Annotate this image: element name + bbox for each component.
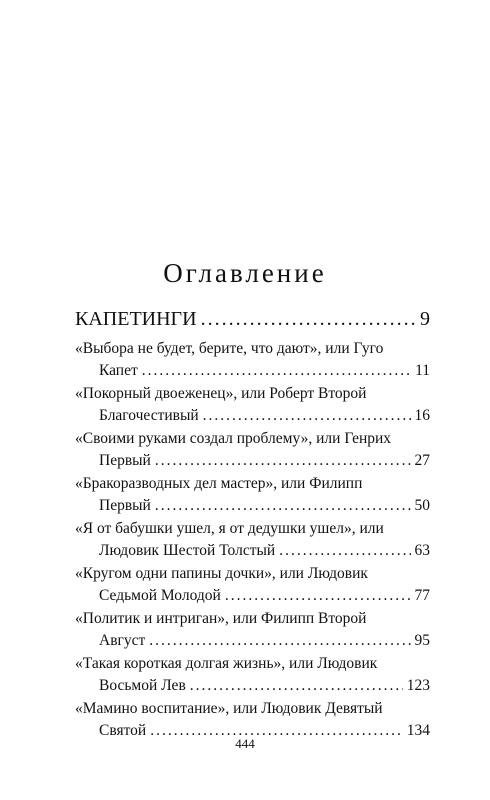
entry-continuation: [75, 630, 430, 652]
toc-entry: [75, 608, 430, 651]
entry-page-number: 16: [414, 406, 430, 424]
dot-leader: [142, 360, 411, 382]
entry-title-cont: Август: [99, 631, 146, 649]
toc-entry: [75, 473, 430, 516]
entry-page-number: 50: [414, 496, 430, 514]
entry-continuation: [75, 495, 430, 517]
entry-continuation: [75, 450, 430, 472]
entry-title: «Мамино воспитание», или Людовик Девятый: [75, 700, 383, 717]
toc-entry: [75, 383, 430, 426]
entry-title-cont: Благочестивый: [99, 406, 199, 424]
dot-leader: [279, 540, 410, 562]
dot-leader: [190, 675, 403, 697]
entry-title: «Я от бабушки ушел, я от дедушки ушел», или: [75, 520, 384, 537]
entry-title-cont: Седьмой Молодой: [99, 586, 221, 604]
entry-page-number: 95: [414, 631, 430, 649]
entry-page-number: 11: [415, 361, 430, 379]
entry-page-number: 63: [414, 541, 430, 559]
entry-title-cont: Святой: [99, 721, 147, 739]
entry-page-number: 134: [406, 721, 430, 739]
entry-title-cont: Первый: [99, 496, 151, 514]
entry-continuation: [75, 585, 430, 607]
toc-entry: [75, 653, 430, 696]
toc-entry: [75, 563, 430, 606]
entry-title: «Политик и интриган», или Филипп Второй: [75, 610, 367, 627]
part-page-number: 9: [420, 308, 430, 330]
dot-leader: [201, 308, 416, 330]
entry-title-cont: Людовик Шестой Толстый: [99, 541, 276, 559]
entry-continuation: [75, 360, 430, 382]
page-number: 444: [235, 736, 255, 751]
entry-title-cont: Восьмой Лев: [99, 676, 186, 694]
entry-title-cont: Первый: [99, 451, 151, 469]
entry-page-number: 77: [414, 586, 430, 604]
entry-title: «Кругом одни папины дочки», или Людовик: [75, 565, 368, 582]
entry-continuation: [75, 675, 430, 697]
entry-title: «Выбора не будет, берите, что дают», или Гуго: [75, 340, 384, 357]
dot-leader: [155, 450, 411, 472]
dot-leader: [155, 495, 411, 517]
toc-entry: [75, 338, 430, 381]
entry-title: «Такая короткая долгая жизнь», или Людовик: [75, 655, 378, 672]
table-of-contents: [75, 308, 430, 743]
toc-part-heading: [75, 308, 430, 330]
dot-leader: [203, 405, 411, 427]
toc-entry: [75, 518, 430, 561]
entry-title-cont: Капет: [99, 361, 138, 379]
entry-page-number: 123: [406, 676, 430, 694]
dot-leader: [225, 585, 411, 607]
toc-entry: [75, 428, 430, 471]
entry-title: «Бракоразводных дел мастер», или Филипп: [75, 475, 363, 492]
toc-entry: [75, 698, 430, 741]
page-title: Оглавление: [163, 258, 327, 288]
entry-page-number: 27: [414, 451, 430, 469]
entry-continuation: [75, 405, 430, 427]
entry-title: «Покорный двоеженец», или Роберт Второй: [75, 385, 367, 402]
part-title: КАПЕТИНГИ: [75, 308, 197, 330]
entry-continuation: [75, 540, 430, 562]
entry-title: «Своими руками создал проблему», или Генрих: [75, 430, 392, 447]
dot-leader: [149, 630, 410, 652]
